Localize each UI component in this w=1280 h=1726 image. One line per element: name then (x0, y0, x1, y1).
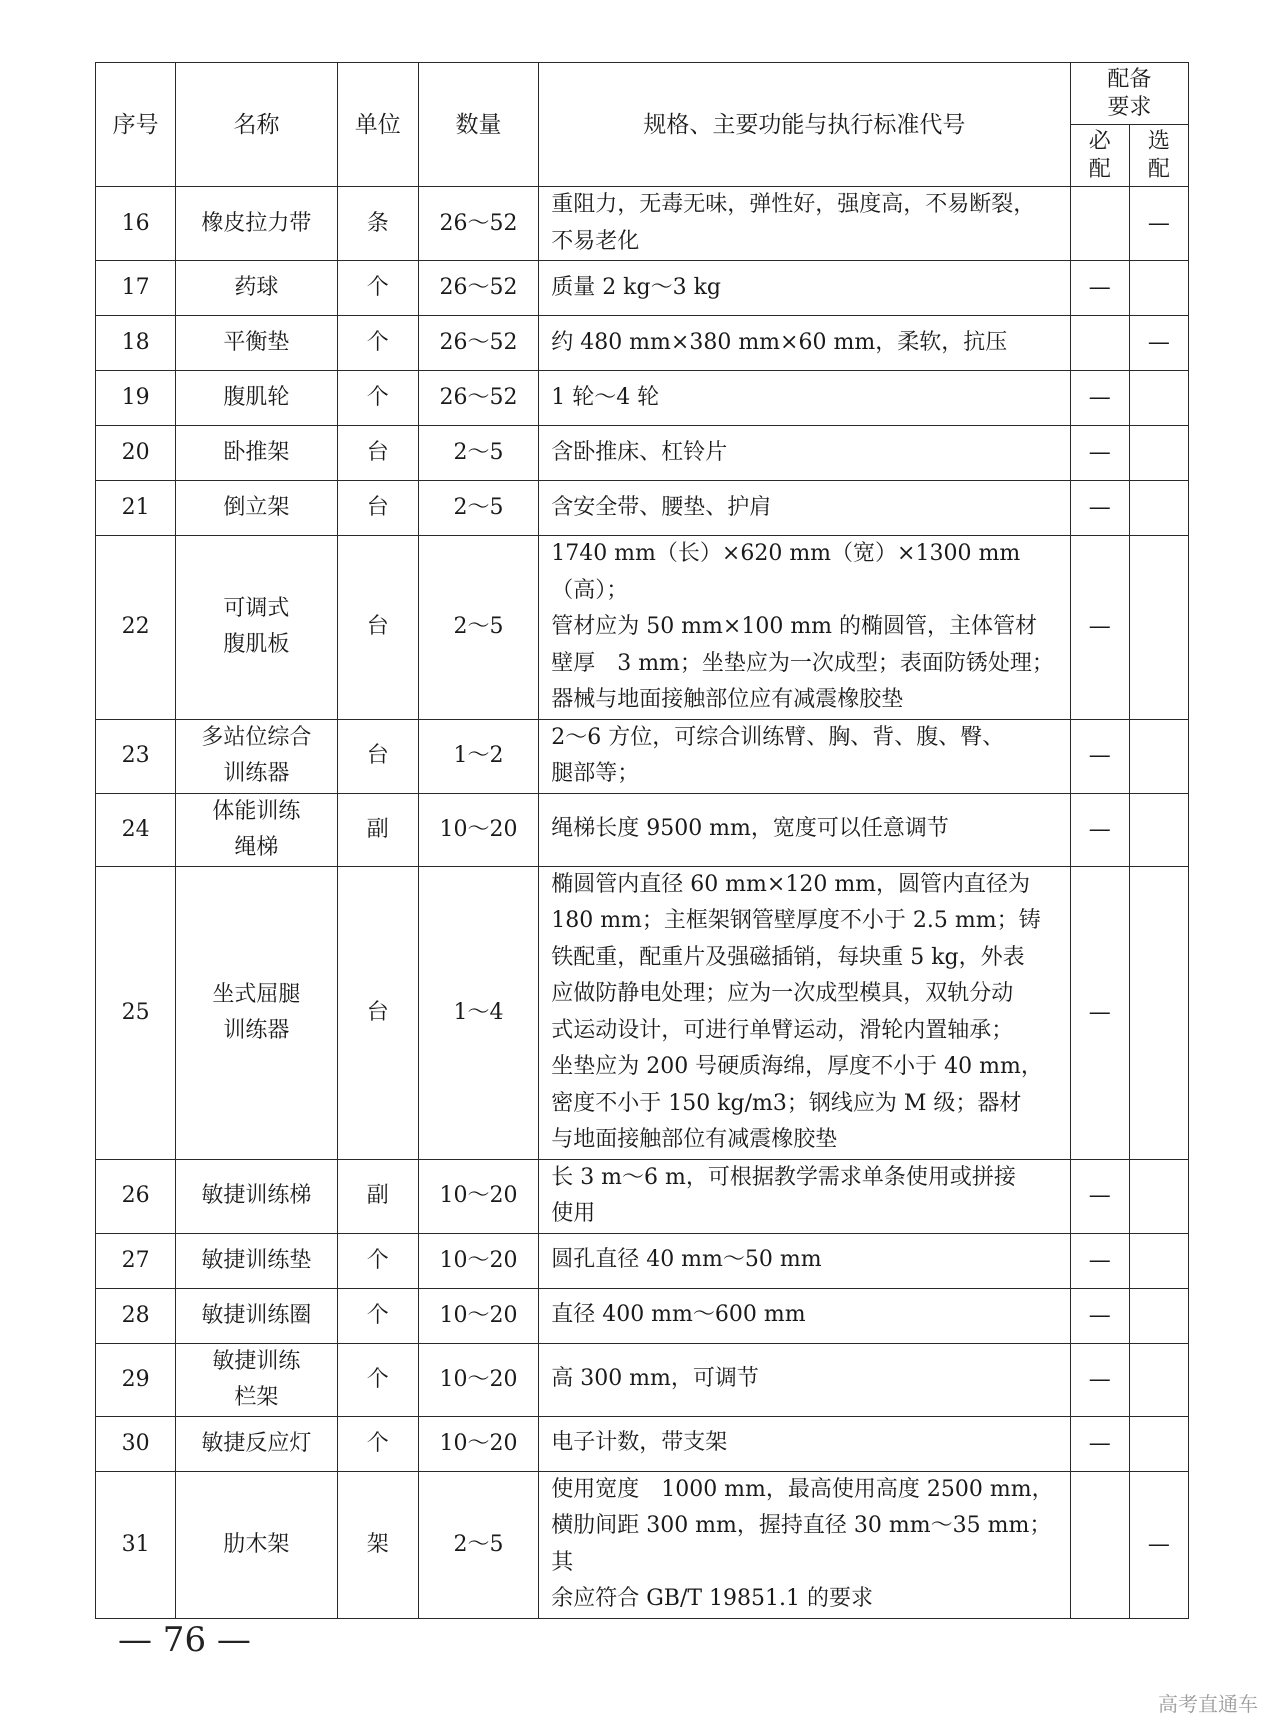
row-unit: 个 (337, 261, 418, 316)
row-name (176, 1288, 337, 1343)
row-spec-line: 重阻力，无毒无味，弹性好，强度高，不易断裂， (551, 192, 1036, 217)
row-unit: 个 (337, 371, 418, 426)
table-row (96, 261, 1189, 316)
table-row (96, 1159, 1189, 1233)
row-required: — (1070, 1288, 1129, 1343)
row-name-line: 敏捷训练圈 (201, 1302, 312, 1328)
row-name (176, 426, 337, 481)
row-spec-line: 180 mm；主框架钢管壁厚度不小于 2.5 mm；铸 (551, 908, 1041, 933)
row-unit: 条 (337, 187, 418, 261)
header-unit: 单位 (337, 63, 418, 187)
header-optional (1129, 125, 1188, 187)
table-row (96, 1343, 1189, 1416)
row-spec-line: 铁配重，配重片及强磁插销，每块重 5 kg，外表 (551, 944, 1025, 970)
row-unit: 副 (337, 793, 418, 866)
row-spec-line: 密度不小于 150 kg/m3；钢线应为 M 级；器材 (551, 1090, 1022, 1116)
row-name-line: 多站位综合 (201, 725, 312, 750)
row-optional (1129, 1343, 1188, 1416)
header-required (1070, 125, 1129, 187)
row-qty: 26～52 (418, 371, 538, 426)
row-qty: 1～4 (418, 866, 538, 1159)
row-required: — (1070, 866, 1129, 1159)
row-name (176, 536, 337, 720)
row-name-line: 橡皮拉力带 (201, 210, 312, 236)
table-body (96, 187, 1189, 1619)
row-optional (1129, 426, 1188, 481)
equipment-table (95, 62, 1189, 1619)
row-required: — (1070, 1159, 1129, 1233)
row-spec-line: 1740 mm（长）×620 mm（宽）×1300 mm（高）； (551, 541, 1021, 603)
table-row (96, 371, 1189, 426)
row-name (176, 1233, 337, 1288)
row-name-line: 敏捷训练垫 (201, 1247, 312, 1273)
row-no: 31 (96, 1471, 176, 1618)
row-name (176, 793, 337, 866)
row-spec-line: 质量 2 kg～3 kg (551, 274, 722, 300)
row-name (176, 371, 337, 426)
row-unit: 台 (337, 481, 418, 536)
row-spec-line: 电子计数，带支架 (551, 1430, 728, 1456)
row-name (176, 187, 337, 261)
row-spec-line: 1 轮～4 轮 (551, 384, 660, 410)
row-unit: 台 (337, 536, 418, 720)
row-no: 27 (96, 1233, 176, 1288)
row-optional: — (1129, 187, 1188, 261)
row-optional: — (1129, 1471, 1188, 1618)
row-optional (1129, 719, 1188, 793)
row-no: 18 (96, 316, 176, 371)
table-row (96, 719, 1189, 793)
row-unit: 台 (337, 719, 418, 793)
header-name: 名称 (176, 63, 337, 187)
row-name-line: 平衡垫 (223, 330, 290, 355)
row-optional (1129, 793, 1188, 866)
row-required: — (1070, 371, 1129, 426)
row-unit: 个 (337, 1233, 418, 1288)
row-name-line: 体能训练 (212, 798, 301, 824)
row-no: 24 (96, 793, 176, 866)
row-qty: 26～52 (418, 187, 538, 261)
row-spec-line: 约 480 mm×380 mm×60 mm，柔软，抗压 (551, 329, 1008, 355)
row-no: 21 (96, 481, 176, 536)
row-spec (539, 1416, 1070, 1471)
row-qty: 10～20 (418, 1343, 538, 1416)
row-name (176, 1471, 337, 1618)
row-name-line: 倒立架 (223, 495, 290, 520)
row-qty: 2～5 (418, 426, 538, 481)
row-no: 20 (96, 426, 176, 481)
table-row (96, 866, 1189, 1159)
row-spec-line: 直径 400 mm～600 mm (551, 1302, 806, 1328)
row-no: 23 (96, 719, 176, 793)
row-name-line: 卧推架 (223, 440, 290, 465)
row-spec (539, 261, 1070, 316)
row-name (176, 719, 337, 793)
row-spec-line: 器械与地面接触部位应有减震橡胶垫 (551, 687, 904, 712)
row-name-line: 腹肌轮 (223, 385, 290, 410)
row-optional (1129, 481, 1188, 536)
row-spec (539, 1288, 1070, 1343)
row-required: — (1070, 793, 1129, 866)
row-name (176, 316, 337, 371)
row-required (1070, 316, 1129, 371)
table-row (96, 316, 1189, 371)
row-unit: 台 (337, 426, 418, 481)
row-spec-line: 腿部等； (551, 761, 640, 786)
table-row (96, 793, 1189, 866)
table-row (96, 1416, 1189, 1471)
row-spec-line: 不易老化 (551, 228, 640, 254)
row-spec (539, 481, 1070, 536)
row-unit: 个 (337, 1288, 418, 1343)
header-spec: 规格、主要功能与执行标准代号 (539, 63, 1070, 187)
row-required (1070, 1471, 1129, 1618)
row-qty: 10～20 (418, 793, 538, 866)
row-required: — (1070, 426, 1129, 481)
row-optional: — (1129, 316, 1188, 371)
row-spec (539, 1233, 1070, 1288)
row-unit: 个 (337, 1343, 418, 1416)
row-spec-line: 椭圆管内直径 60 mm×120 mm，圆管内直径为 (551, 871, 1031, 897)
row-spec-line: 壁厚 3 mm；坐垫应为一次成型；表面防锈处理； (551, 650, 1054, 676)
row-no: 19 (96, 371, 176, 426)
row-qty: 10～20 (418, 1288, 538, 1343)
row-spec (539, 536, 1070, 720)
row-required: — (1070, 261, 1129, 316)
row-spec-line: 坐垫应为 200 号硬质海绵，厚度不小于 40 mm， (551, 1054, 1043, 1079)
table-row (96, 1471, 1189, 1618)
row-spec (539, 793, 1070, 866)
row-spec (539, 1471, 1070, 1618)
row-spec-line: 圆孔直径 40 mm～50 mm (551, 1247, 822, 1273)
row-required: — (1070, 1233, 1129, 1288)
row-spec-line: 应做防静电处理；应为一次成型模具，双轨分动 (551, 981, 1014, 1006)
row-optional (1129, 1233, 1188, 1288)
row-optional (1129, 261, 1188, 316)
row-name-line: 绳梯 (234, 834, 279, 860)
row-spec-line: 与地面接触部位有减震橡胶垫 (551, 1127, 838, 1152)
row-name (176, 481, 337, 536)
row-name-line: 坐式屈腿 (212, 981, 301, 1007)
row-spec-line: 式运动设计，可进行单臂运动，滑轮内置轴承； (551, 1017, 1014, 1043)
header-optional-label: 选配 (1147, 128, 1170, 182)
row-required: — (1070, 481, 1129, 536)
row-optional (1129, 1416, 1188, 1471)
row-unit: 个 (337, 1416, 418, 1471)
row-spec-line: 含安全带、腰垫、护肩 (551, 494, 772, 520)
row-spec-line: 横肋间距 300 mm，握持直径 30 mm～35 mm；其 (551, 1513, 1052, 1575)
row-optional (1129, 371, 1188, 426)
row-optional (1129, 866, 1188, 1159)
header-no: 序号 (96, 63, 176, 187)
row-unit: 架 (337, 1471, 418, 1618)
row-optional (1129, 1288, 1188, 1343)
row-name-line: 肋木架 (223, 1531, 290, 1557)
table-row (96, 1288, 1189, 1343)
row-qty: 26～52 (418, 261, 538, 316)
table-row (96, 187, 1189, 261)
header-req-label: 配备要求 (1107, 66, 1152, 120)
header-required-label: 必配 (1088, 128, 1111, 182)
row-required: — (1070, 1343, 1129, 1416)
row-no: 17 (96, 261, 176, 316)
row-unit: 副 (337, 1159, 418, 1233)
header-row (96, 63, 1189, 125)
row-required: — (1070, 536, 1129, 720)
row-name (176, 261, 337, 316)
row-qty: 2～5 (418, 536, 538, 720)
page-number: — 76 — (118, 1620, 251, 1660)
row-optional (1129, 1159, 1188, 1233)
row-spec-line: 使用宽度 1000 mm，最高使用高度 2500 mm， (551, 1476, 1054, 1502)
row-spec (539, 426, 1070, 481)
row-qty: 2～5 (418, 1471, 538, 1618)
row-no: 16 (96, 187, 176, 261)
row-qty: 10～20 (418, 1233, 538, 1288)
row-required: — (1070, 719, 1129, 793)
row-no: 22 (96, 536, 176, 720)
table-row (96, 426, 1189, 481)
row-name-line: 敏捷反应灯 (201, 1430, 312, 1456)
row-name-line: 训练器 (223, 1017, 290, 1043)
row-qty: 1～2 (418, 719, 538, 793)
row-spec (539, 1343, 1070, 1416)
row-name-line: 训练器 (223, 761, 290, 786)
row-name-line: 腹肌板 (223, 632, 290, 658)
row-name (176, 1343, 337, 1416)
row-spec-line: 余应符合 GB/T 19851.1 的要求 (551, 1586, 873, 1611)
row-spec-line: 高 300 mm，可调节 (551, 1366, 759, 1392)
header-qty: 数量 (418, 63, 538, 187)
row-name-line: 栏架 (234, 1384, 279, 1410)
row-spec-line: 管材应为 50 mm×100 mm 的椭圆管，主体管材 (551, 614, 1038, 639)
row-spec (539, 371, 1070, 426)
row-name-line: 敏捷训练梯 (201, 1183, 312, 1208)
row-spec-line: 绳梯长度 9500 mm，宽度可以任意调节 (551, 816, 949, 842)
header-req (1070, 63, 1188, 125)
table-row (96, 1233, 1189, 1288)
row-spec (539, 1159, 1070, 1233)
row-spec (539, 719, 1070, 793)
row-required: — (1070, 1416, 1129, 1471)
row-optional (1129, 536, 1188, 720)
row-name-line: 可调式 (223, 596, 290, 622)
row-qty: 10～20 (418, 1416, 538, 1471)
row-no: 29 (96, 1343, 176, 1416)
row-spec (539, 187, 1070, 261)
row-name (176, 1159, 337, 1233)
row-qty: 2～5 (418, 481, 538, 536)
row-name (176, 1416, 337, 1471)
row-unit: 个 (337, 316, 418, 371)
row-name-line: 药球 (234, 275, 279, 300)
row-qty: 26～52 (418, 316, 538, 371)
row-spec (539, 316, 1070, 371)
row-required (1070, 187, 1129, 261)
row-unit: 台 (337, 866, 418, 1159)
row-no: 25 (96, 866, 176, 1159)
row-spec-line: 2～6 方位，可综合训练臂、胸、背、腹、臀、 (551, 724, 1005, 750)
row-name-line: 敏捷训练 (212, 1348, 301, 1374)
row-no: 30 (96, 1416, 176, 1471)
row-spec-line: 使用 (551, 1201, 596, 1226)
watermark: 高考直通车 (1158, 1692, 1258, 1716)
row-no: 28 (96, 1288, 176, 1343)
row-qty: 10～20 (418, 1159, 538, 1233)
row-spec (539, 866, 1070, 1159)
row-spec-line: 含卧推床、杠铃片 (551, 439, 728, 465)
table-row (96, 481, 1189, 536)
row-no: 26 (96, 1159, 176, 1233)
row-name (176, 866, 337, 1159)
table-row (96, 536, 1189, 720)
row-spec-line: 长 3 m～6 m，可根据教学需求单条使用或拼接 (551, 1164, 1016, 1190)
